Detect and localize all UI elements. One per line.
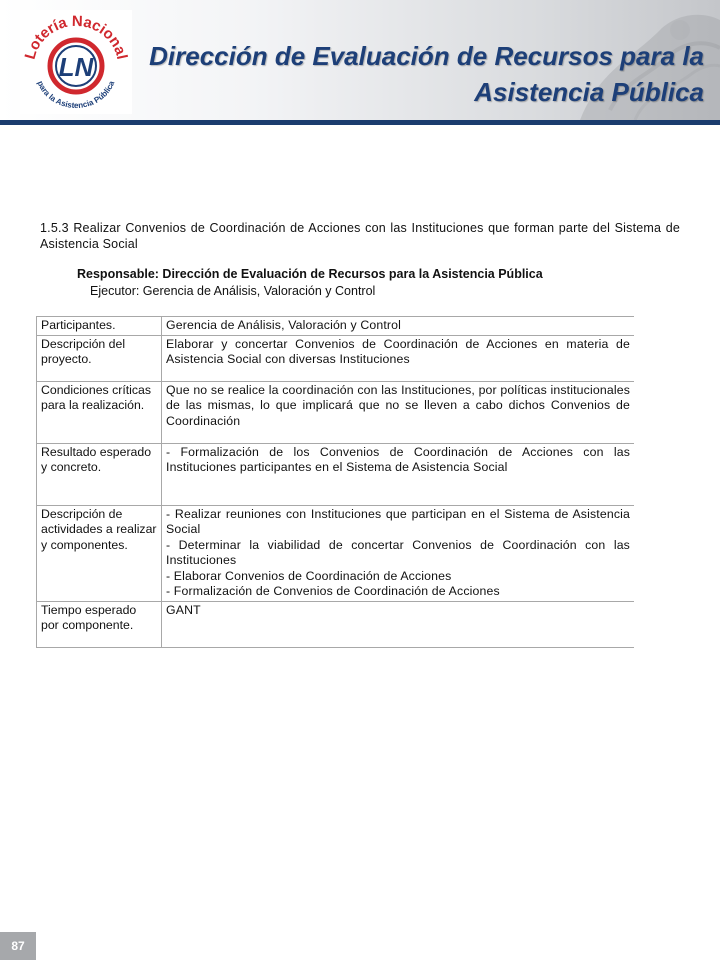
page-header [0,0,720,120]
row-value-line: - Formalización de Convenios de Coordinación de Acciones [166,584,500,598]
page-number-badge: 87 [0,932,36,960]
row-value-line: - Formalización de los Convenios de Coordinación de Acciones con las Instituciones participantes en el Sistema de Asistencia Social [166,444,630,474]
row-value [162,505,635,601]
page-title [104,38,704,110]
table-row [37,443,635,505]
row-value [162,335,635,381]
page-title-line-2: Asistencia Pública [474,77,704,107]
row-label: Descripción del proyecto. [37,335,162,381]
row-value-line: Gerencia de Análisis, Valoración y Control [166,318,402,332]
header-divider [0,120,720,125]
section-heading: 1.5.3 Realizar Convenios de Coordinación de Acciones con las Instituciones que forman parte del Sistema de Asistencia Social [40,221,680,251]
responsable-line: Responsable: Dirección de Evaluación de Recursos para la Asistencia Pública [77,267,543,281]
project-info-table [36,316,634,648]
row-label: Descripción de actividades a realizar y componentes. [37,505,162,601]
row-label: Resultado esperado y concreto. [37,443,162,505]
table-row [37,505,635,601]
row-value [162,381,635,443]
svg-text:LN: LN [58,52,94,82]
table-row [37,601,635,647]
row-value-line: Elaborar y concertar Convenios de Coordinación de Acciones en materia de Asistencia Social con diversas Instituciones [166,336,630,366]
page-title-line-1: Dirección de Evaluación de Recursos para la [149,41,704,71]
row-value [162,317,635,336]
table-row [37,381,635,443]
row-value-line: - Elaborar Convenios de Coordinación de Acciones [166,568,452,583]
row-value-line: - Determinar la viabilidad de concertar Convenios de Coordinación con las Instituciones [166,537,630,567]
row-value-line: GANT [166,602,201,617]
table-row [37,317,635,336]
ejecutor-line: Ejecutor: Gerencia de Análisis, Valoración y Control [90,284,376,298]
svg-text:para la Asistencia Pública: para la Asistencia Pública [35,79,117,111]
row-value [162,601,635,647]
table-row [37,335,635,381]
svg-text:Lotería Nacional: Lotería Nacional [21,12,131,62]
row-value [162,443,635,505]
row-value-line: Que no se realice la coordinación con las Instituciones, por políticas institucionales de las mismas, lo que implicará que no se lleven a cabo dichos Convenios de Coordinación [166,382,630,428]
row-value-line: - Realizar reuniones con Instituciones que participan en el Sistema de Asistencia Social [166,506,630,536]
row-label: Participantes. [37,317,162,336]
row-label: Tiempo esperado por componente. [37,601,162,647]
row-label: Condiciones críticas para la realización. [37,381,162,443]
